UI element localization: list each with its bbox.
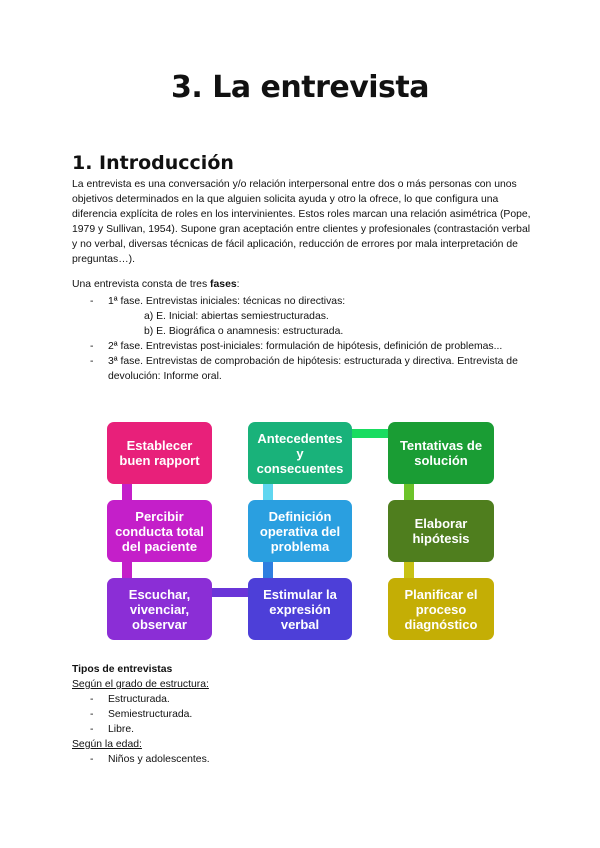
connector-b7-b8 (404, 484, 414, 500)
box-label: Tentativas de solución (399, 438, 483, 468)
fases-intro-before: Una entrevista consta de tres (72, 279, 211, 290)
fase-1a: a) E. Inicial: abiertas semiestructuradas. (144, 311, 329, 322)
fase-3: 3ª fase. Entrevistas de comprobación de hipótesis: estructurada y directiva. Entrevista de devolución: Informe oral. (108, 356, 518, 382)
box-label: Percibir conducta total del paciente (115, 508, 204, 554)
fases-list (72, 294, 542, 384)
fases-intro-bold: fases (210, 279, 237, 290)
box-label: Establecer buen rapport (119, 438, 200, 468)
list-item (72, 722, 210, 737)
section-heading: 1. Introducción (72, 152, 234, 174)
box-percibir-conducta (107, 500, 212, 562)
connector-b3-b6 (212, 588, 250, 597)
list-dash: - (90, 356, 94, 367)
connector-b8-b9 (404, 562, 414, 578)
fases-intro-after: : (236, 279, 240, 290)
tipo-item: Semiestructurada. (108, 709, 193, 720)
box-definicion-operativa (248, 500, 352, 562)
tipos-section (72, 662, 210, 767)
tipos-subheading-estructura: Según el grado de estructura: (72, 679, 209, 690)
box-label: Elaborar hipótesis (412, 516, 470, 546)
box-antecedentes (248, 422, 352, 484)
list-item (72, 294, 542, 309)
tipos-heading: Tipos de entrevistas (72, 664, 173, 675)
box-escuchar-vivenciar (107, 578, 212, 640)
page-title: 3. La entrevista (171, 70, 429, 105)
intro-paragraph: La entrevista es una conversación y/o relación interpersonal entre dos o más personas con unos objetivos determinados en la que alguien solicita ayuda y otro la ofrece, lo que configura una diferencia explícita de roles en los intervinientes. Estos roles marcan una relación asimétrica (Pope, 1979 y Sullivan, 1954). Supone gran aceptación entre clientes y profesionales (contrastación verbal y no verbal, diversas técnicas de fácil aplicación, reducción de errores por mala interpretación de preguntas…). (72, 179, 531, 265)
box-elaborar-hipotesis (388, 500, 494, 562)
connector-b5-b4 (263, 484, 273, 500)
list-item (72, 354, 542, 384)
list-dash: - (90, 724, 94, 735)
fase-2: 2ª fase. Entrevistas post-iniciales: formulación de hipótesis, definición de problemas... (108, 341, 503, 352)
connector-b4-b7 (352, 429, 390, 438)
list-dash: - (90, 341, 94, 352)
list-item (72, 339, 542, 354)
tipo-item: Estructurada. (108, 694, 170, 705)
tipo-item: Niños y adolescentes. (108, 754, 210, 765)
box-label: Planificar el proceso diagnóstico (404, 586, 478, 632)
box-tentativas-solucion (388, 422, 494, 484)
box-label: Escuchar, vivenciar, observar (128, 586, 191, 632)
list-dash: - (90, 694, 94, 705)
tipo-item: Libre. (108, 724, 134, 735)
list-dash: - (90, 709, 94, 720)
connector-b1-b2 (122, 484, 132, 500)
connector-b2-b3 (122, 562, 132, 578)
box-establecer-rapport (107, 422, 212, 484)
box-label: Definición operativa del problema (259, 508, 341, 554)
fase-1: 1ª fase. Entrevistas iniciales: técnicas no directivas: (108, 296, 346, 307)
list-item (72, 707, 210, 722)
list-item (72, 692, 210, 707)
box-planificar-proceso (388, 578, 494, 640)
list-dash: - (90, 754, 94, 765)
box-label: Antecedentes y consecuentes (256, 430, 344, 476)
list-item (72, 752, 210, 767)
box-label: Estimular la expresión verbal (263, 586, 337, 632)
box-estimular-expresion (248, 578, 352, 640)
tipos-subheading-edad: Según la edad: (72, 739, 142, 750)
fase-1b: b) E. Biográfica o anamnesis: estructurada. (144, 326, 344, 337)
fases-intro (72, 279, 240, 290)
list-dash: - (90, 296, 94, 307)
connector-b6-b5 (263, 562, 273, 578)
